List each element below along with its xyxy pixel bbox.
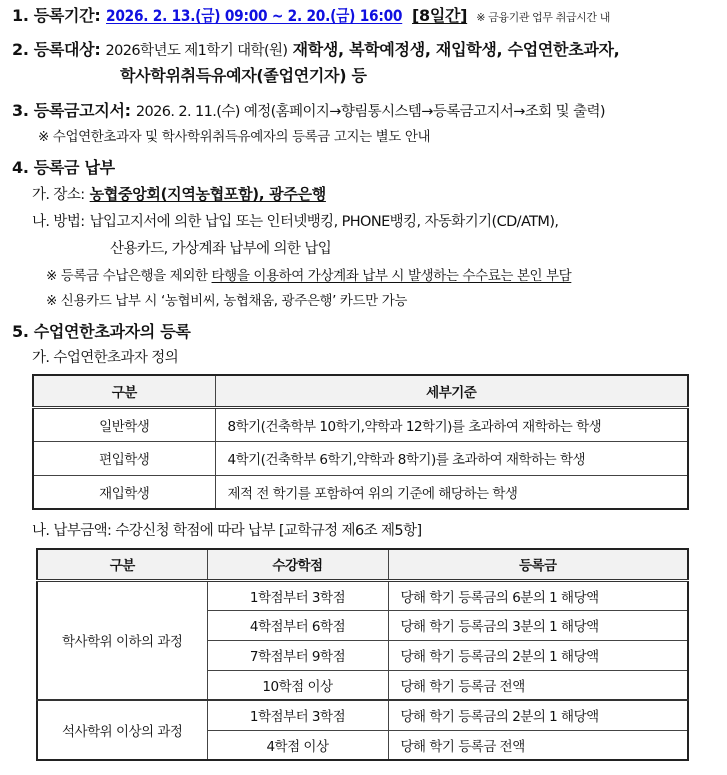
fee-notice-note: ※ 수업연한초과자 및 학사학위취득유예자의 등록금 고지는 별도 안내 (38, 129, 431, 145)
section-label: 등록대상: (33, 40, 101, 59)
section-label: 등록금고지서: (33, 101, 131, 120)
row-tuition: 당해 학기 등록금 전액 (388, 670, 688, 700)
section-number: 2. (12, 40, 29, 59)
table-row (33, 407, 688, 441)
fee-notice-text: 2026. 2. 11.(수) 예정(홈페이지→향림통시스템→등록금고지서→조회 및 출력) (135, 104, 605, 120)
section-5-excess-enrollment (12, 319, 191, 342)
row-criteria: 4학기(건축학부 6학기,약학과 8학기)를 초과하여 재학하는 학생 (215, 441, 688, 475)
fee-table (36, 548, 689, 761)
note-underlined: 타행을 이용하여 가상계좌 납부 시 발생하는 수수료는 본인 부담 (211, 268, 572, 284)
row-tuition: 당해 학기 등록금의 2분의 1 해당액 (388, 640, 688, 670)
table-row (33, 441, 688, 475)
place-label: 가. 장소: (32, 187, 85, 203)
section-4-payment (12, 155, 115, 178)
method-line-2: 산용카드, 가상계좌 납부에 의한 납입 (110, 241, 332, 257)
header-tuition: 등록금 (388, 549, 688, 580)
section-label: 등록기간: (33, 6, 101, 25)
table-row (37, 700, 688, 730)
definition-table (32, 374, 689, 510)
method-line-1: 납입고지서에 의한 납입 또는 인터넷뱅킹, PHONE뱅킹, 자동화기기(CD/ATM), (89, 214, 559, 230)
section-title: 수업연한초과자의 등록 (33, 322, 191, 341)
targets-line-1: 재학생, 복학예정생, 재입학생, 수업연한초과자, (292, 40, 620, 59)
row-tuition: 당해 학기 등록금 전액 (388, 730, 688, 760)
row-credits: 4학점 이상 (207, 730, 388, 760)
row-category: 편입학생 (33, 441, 215, 475)
row-tuition: 당해 학기 등록금의 3분의 1 해당액 (388, 610, 688, 640)
row-credits: 7학점부터 9학점 (207, 640, 388, 670)
row-category: 재입학생 (33, 475, 215, 509)
targets-line-2: 학사학위취득유예자(졸업연기자) 등 (120, 66, 367, 85)
registration-period-value: 2026. 2. 13.(금) 09:00 ~ 2. 20.(금) 16:00 (105, 6, 402, 25)
note-prefix: ※ 등록금 수납은행을 제외한 (46, 268, 212, 284)
row-tuition: 당해 학기 등록금의 6분의 1 해당액 (388, 580, 688, 610)
table-header-row (33, 375, 688, 407)
section-1-registration-period (12, 3, 610, 26)
section-number: 4. (12, 158, 29, 177)
row-category: 일반학생 (33, 407, 215, 441)
credit-card-note: ※ 신용카드 납부 시 ‘농협비씨, 농협채움, 광주은행’ 카드만 가능 (46, 293, 407, 309)
header-criteria: 세부기준 (215, 375, 688, 407)
header-credits: 수강학점 (207, 549, 388, 580)
place-value: 농협중앙회(지역농협포함), 광주은행 (89, 185, 326, 203)
bank-hours-note: ※ 금융기관 업무 취급시간 내 (476, 11, 610, 24)
payment-place (32, 183, 326, 204)
payment-method (32, 210, 558, 231)
fee-subheading: 나. 납부금액: 수강신청 학점에 따라 납부 [교학규정 제6조 제5항] (32, 523, 422, 539)
row-credits: 1학점부터 3학점 (207, 700, 388, 730)
registration-duration: [8일간] (412, 6, 468, 25)
table-header-row (37, 549, 688, 580)
row-criteria: 제적 전 학기를 포함하여 위의 기준에 해당하는 학생 (215, 475, 688, 509)
row-credits: 4학점부터 6학점 (207, 610, 388, 640)
row-tuition: 당해 학기 등록금의 2분의 1 해당액 (388, 700, 688, 730)
table-row (37, 580, 688, 610)
section-number: 1. (12, 6, 29, 25)
targets-prefix: 2026학년도 제1학기 대학(원) (105, 43, 288, 59)
row-credits: 10학점 이상 (207, 670, 388, 700)
section-number: 3. (12, 101, 29, 120)
definition-subheading: 가. 수업연한초과자 정의 (32, 350, 179, 366)
section-3-fee-notice (12, 98, 605, 121)
section-2-registration-targets (12, 37, 619, 60)
section-title: 등록금 납부 (33, 158, 115, 177)
header-category: 구분 (37, 549, 207, 580)
virtual-account-fee-note (46, 264, 571, 284)
method-label: 나. 방법: (32, 214, 85, 230)
group-category: 학사학위 이하의 과정 (37, 580, 207, 700)
group-category: 석사학위 이상의 과정 (37, 700, 207, 760)
row-criteria: 8학기(건축학부 10학기,약학과 12학기)를 초과하여 재학하는 학생 (215, 407, 688, 441)
section-number: 5. (12, 322, 29, 341)
table-row (33, 475, 688, 509)
header-category: 구분 (33, 375, 215, 407)
row-credits: 1학점부터 3학점 (207, 580, 388, 610)
